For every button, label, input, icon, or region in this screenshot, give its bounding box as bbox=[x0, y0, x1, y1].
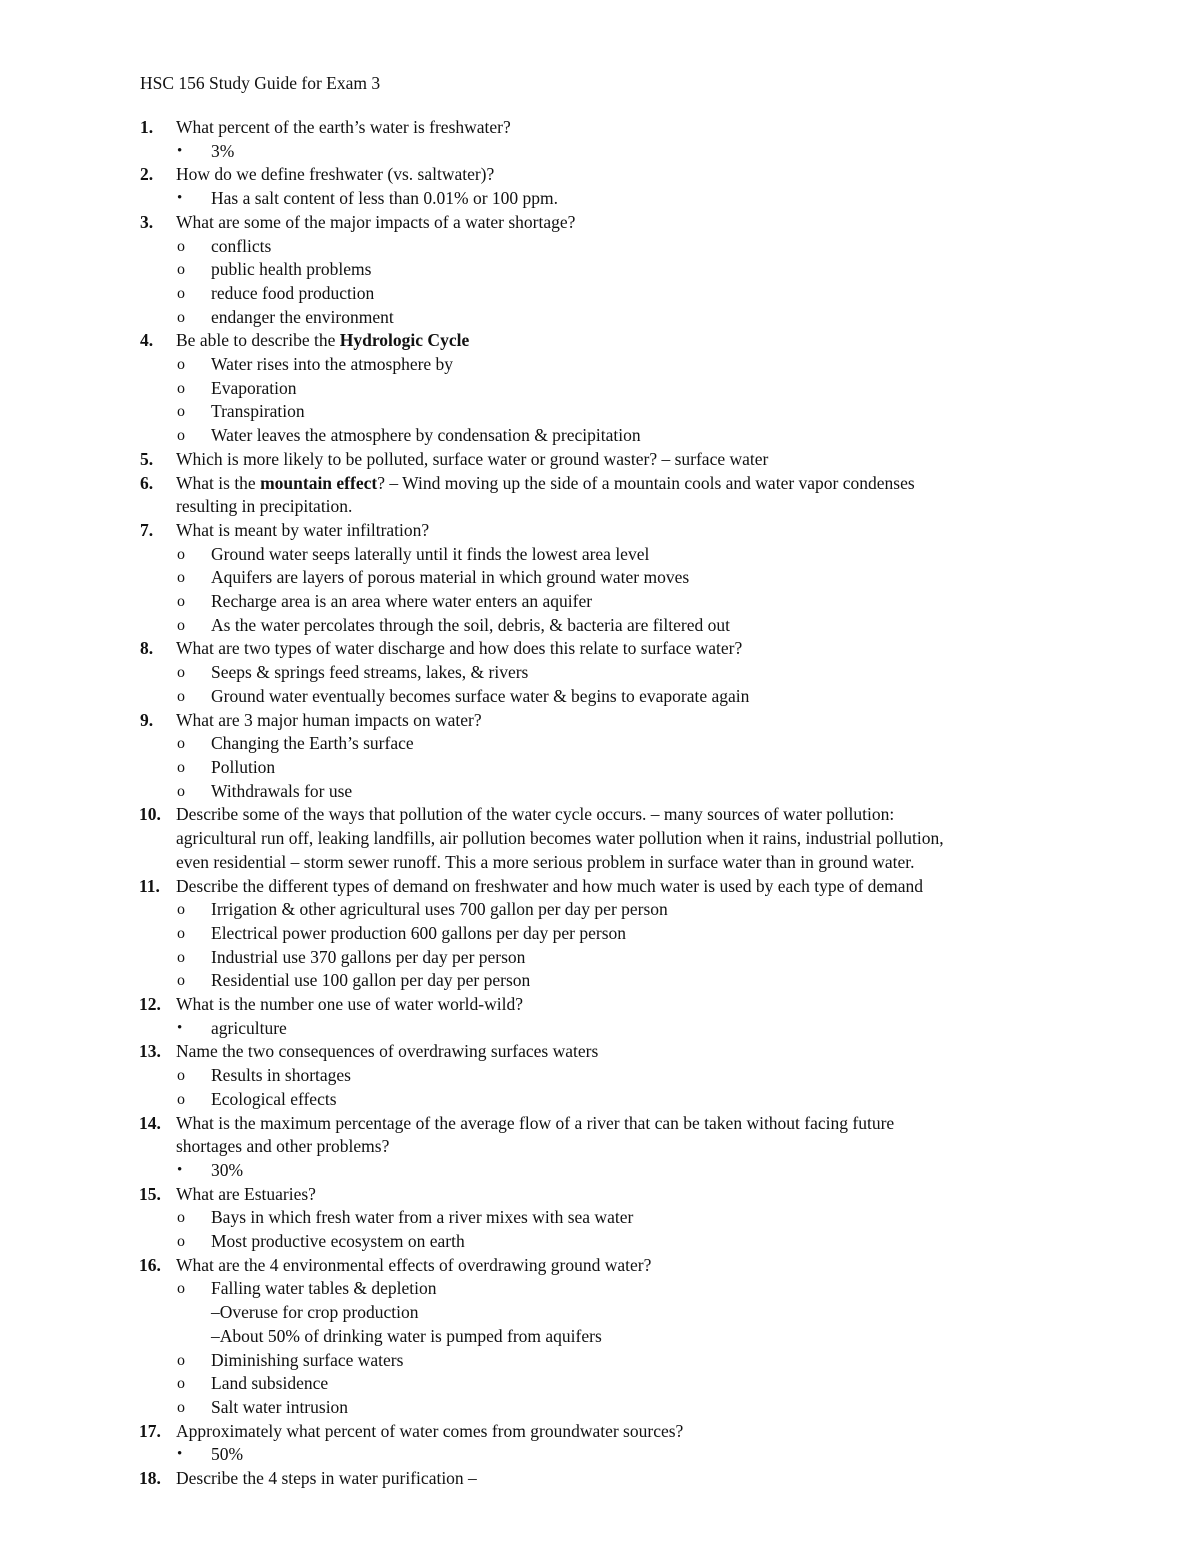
bullet-icon: • bbox=[177, 1446, 183, 1463]
question-number: 13. bbox=[139, 1041, 161, 1062]
circle-bullet-icon: o bbox=[177, 616, 185, 634]
answer-item bbox=[140, 732, 1045, 756]
answer-text: As the water percolates through the soil, debris, & bacteria are filtered out bbox=[211, 614, 730, 635]
question-text: Describe some of the ways that pollution of the water cycle occurs. – many sources of water pollution: bbox=[176, 804, 895, 825]
bullet-icon: • bbox=[177, 142, 183, 159]
answer-text: Salt water intrusion bbox=[211, 1396, 349, 1417]
circle-bullet-icon: o bbox=[177, 948, 185, 966]
answer-item bbox=[140, 377, 1045, 401]
answer-item bbox=[140, 1277, 1045, 1301]
circle-bullet-icon: o bbox=[177, 1090, 185, 1108]
answer-item bbox=[140, 1064, 1045, 1088]
question-text: How do we define freshwater (vs. saltwater)? bbox=[176, 164, 495, 185]
answer-text: Ground water seeps laterally until it finds the lowest area level bbox=[211, 543, 650, 564]
question-number: 18. bbox=[139, 1468, 161, 1489]
answer-item bbox=[140, 1301, 1045, 1325]
question-item bbox=[140, 1112, 1045, 1136]
answer-item bbox=[140, 140, 1045, 164]
answer-item bbox=[140, 898, 1045, 922]
question-text: Approximately what percent of water comes from groundwater sources? bbox=[176, 1420, 684, 1441]
bullet-icon: • bbox=[177, 190, 183, 207]
question-text-wrap: resulting in precipitation. bbox=[176, 496, 353, 517]
question-text: Describe the 4 steps in water purification – bbox=[176, 1468, 477, 1489]
answer-text: –Overuse for crop production bbox=[211, 1302, 419, 1323]
answer-item bbox=[140, 1230, 1045, 1254]
answer-item bbox=[140, 235, 1045, 259]
document-title: HSC 156 Study Guide for Exam 3 bbox=[140, 73, 381, 93]
answer-text: endanger the environment bbox=[211, 306, 394, 327]
question-number: 7. bbox=[140, 519, 154, 540]
circle-bullet-icon: o bbox=[177, 237, 185, 255]
circle-bullet-icon: o bbox=[177, 308, 185, 326]
answer-item bbox=[140, 780, 1045, 804]
question-item bbox=[140, 211, 1045, 235]
answer-item bbox=[140, 661, 1045, 685]
answer-text: –About 50% of drinking water is pumped from aquifers bbox=[211, 1325, 602, 1346]
question-number: 3. bbox=[140, 211, 154, 232]
answer-text: Bays in which fresh water from a river mixes with sea water bbox=[211, 1207, 634, 1228]
question-bold-term: Hydrologic Cycle bbox=[339, 330, 470, 351]
question-number: 8. bbox=[140, 638, 154, 659]
answer-text: public health problems bbox=[211, 259, 372, 280]
question-item bbox=[140, 1420, 1045, 1444]
circle-bullet-icon: o bbox=[177, 284, 185, 302]
question-text: What is the number one use of water world-wild? bbox=[176, 994, 523, 1015]
question-text: What is the bbox=[176, 472, 261, 493]
answer-item bbox=[140, 946, 1045, 970]
answer-text: agriculture bbox=[211, 1017, 287, 1038]
circle-bullet-icon: o bbox=[177, 593, 185, 611]
answer-text: Evaporation bbox=[211, 377, 297, 398]
question-item bbox=[140, 875, 1045, 899]
question-number: 4. bbox=[140, 330, 154, 351]
bullet-icon: • bbox=[177, 1019, 183, 1036]
circle-bullet-icon: o bbox=[177, 403, 185, 421]
answer-item bbox=[140, 1325, 1045, 1349]
question-item bbox=[140, 519, 1045, 543]
question-number: 1. bbox=[140, 117, 154, 137]
question-text: Be able to describe the bbox=[176, 330, 340, 351]
answer-text: conflicts bbox=[211, 235, 272, 256]
answer-text: Ecological effects bbox=[211, 1088, 337, 1109]
question-number: 10. bbox=[139, 804, 161, 825]
answer-item bbox=[140, 258, 1045, 282]
circle-bullet-icon: o bbox=[177, 924, 185, 942]
question-text: Name the two consequences of overdrawing surfaces waters bbox=[176, 1041, 599, 1062]
answer-item bbox=[140, 400, 1045, 424]
answer-item bbox=[140, 424, 1045, 448]
question-text: What is meant by water infiltration? bbox=[176, 519, 430, 540]
question-item bbox=[140, 448, 1045, 472]
answer-item bbox=[140, 756, 1045, 780]
question-text: What are the 4 environmental effects of overdrawing ground water? bbox=[176, 1254, 652, 1275]
answer-text: Pollution bbox=[211, 756, 276, 777]
circle-bullet-icon: o bbox=[177, 1375, 185, 1393]
question-number: 11. bbox=[139, 875, 160, 896]
question-text-wrap: even residential – storm sewer runoff. This a more serious problem in surface water than in ground water. bbox=[176, 851, 915, 872]
question-text: What are Estuaries? bbox=[176, 1183, 316, 1204]
question-item bbox=[140, 803, 1045, 827]
question-list bbox=[140, 116, 1045, 1491]
circle-bullet-icon: o bbox=[177, 664, 185, 682]
question-text: What percent of the earth’s water is freshwater? bbox=[176, 117, 511, 137]
answer-text: Water rises into the atmosphere by bbox=[211, 354, 454, 375]
question-item bbox=[140, 1467, 1045, 1491]
answer-text: Withdrawals for use bbox=[211, 780, 353, 801]
question-text: What are two types of water discharge and how does this relate to surface water? bbox=[176, 638, 743, 659]
question-number: 15. bbox=[139, 1183, 161, 1204]
answer-text: Falling water tables & depletion bbox=[211, 1278, 437, 1299]
answer-item bbox=[140, 1396, 1045, 1420]
question-item bbox=[140, 116, 1045, 140]
question-text: What is the maximum percentage of the average flow of a river that can be taken without facing future bbox=[176, 1112, 895, 1133]
answer-text: Changing the Earth’s surface bbox=[211, 733, 414, 754]
circle-bullet-icon: o bbox=[177, 735, 185, 753]
answer-text: Irrigation & other agricultural uses 700 gallon per day per person bbox=[211, 899, 668, 920]
answer-item bbox=[140, 1372, 1045, 1396]
answer-item bbox=[140, 282, 1045, 306]
answer-text: 30% bbox=[211, 1159, 244, 1180]
question-item bbox=[140, 1040, 1045, 1064]
question-bold-term: mountain effect bbox=[260, 472, 378, 493]
circle-bullet-icon: o bbox=[177, 1351, 185, 1369]
question-text: What are some of the major impacts of a water shortage? bbox=[176, 211, 576, 232]
question-number: 2. bbox=[140, 164, 154, 185]
question-text-wrap: shortages and other problems? bbox=[176, 1136, 390, 1157]
question-number: 14. bbox=[139, 1112, 161, 1133]
answer-item bbox=[140, 590, 1045, 614]
circle-bullet-icon: o bbox=[177, 545, 185, 563]
answer-item bbox=[140, 353, 1045, 377]
question-text: What are 3 major human impacts on water? bbox=[176, 709, 482, 730]
answer-item bbox=[140, 306, 1045, 330]
answer-text: Residential use 100 gallon per day per person bbox=[211, 970, 531, 991]
answer-text: Land subsidence bbox=[211, 1373, 329, 1394]
answer-text: Electrical power production 600 gallons per day per person bbox=[211, 922, 627, 943]
circle-bullet-icon: o bbox=[177, 356, 185, 374]
question-item bbox=[140, 709, 1045, 733]
circle-bullet-icon: o bbox=[177, 972, 185, 990]
question-number: 16. bbox=[139, 1254, 161, 1275]
question-number: 5. bbox=[140, 448, 154, 469]
question-number: 9. bbox=[140, 709, 154, 730]
question-item bbox=[140, 993, 1045, 1017]
answer-text: Has a salt content of less than 0.01% or 100 ppm. bbox=[211, 188, 559, 209]
answer-item bbox=[140, 566, 1045, 590]
answer-text: 50% bbox=[211, 1444, 244, 1465]
answer-item bbox=[140, 685, 1045, 709]
question-item bbox=[140, 329, 1045, 353]
question-item bbox=[140, 163, 1045, 187]
answer-text: Water leaves the atmosphere by condensation & precipitation bbox=[211, 425, 641, 446]
answer-text: Recharge area is an area where water enters an aquifer bbox=[211, 591, 593, 612]
question-item bbox=[140, 1183, 1045, 1207]
question-text-continued: ? – Wind moving up the side of a mountain cools and water vapor condenses bbox=[377, 472, 915, 493]
answer-item bbox=[140, 614, 1045, 638]
answer-item bbox=[140, 1017, 1045, 1041]
answer-text: Diminishing surface waters bbox=[211, 1349, 404, 1370]
question-text-wrap: agricultural run off, leaking landfills, air pollution becomes water pollution when it rains, industrial pollution, bbox=[176, 828, 944, 849]
answer-text: reduce food production bbox=[211, 282, 375, 303]
circle-bullet-icon: o bbox=[177, 379, 185, 397]
answer-text: Aquifers are layers of porous material in which ground water moves bbox=[211, 567, 690, 588]
answer-text: Most productive ecosystem on earth bbox=[211, 1231, 465, 1252]
answer-item bbox=[140, 187, 1045, 211]
circle-bullet-icon: o bbox=[177, 901, 185, 919]
answer-text: 3% bbox=[211, 140, 235, 161]
answer-item bbox=[140, 543, 1045, 567]
circle-bullet-icon: o bbox=[177, 569, 185, 587]
answer-item bbox=[140, 1159, 1045, 1183]
circle-bullet-icon: o bbox=[177, 687, 185, 705]
question-item bbox=[140, 1254, 1045, 1278]
bullet-icon: • bbox=[177, 1161, 183, 1178]
circle-bullet-icon: o bbox=[177, 261, 185, 279]
answer-text: Ground water eventually becomes surface water & begins to evaporate again bbox=[211, 685, 750, 706]
answer-item bbox=[140, 969, 1045, 993]
answer-item bbox=[140, 1443, 1045, 1467]
circle-bullet-icon: o bbox=[177, 427, 185, 445]
question-number: 12. bbox=[139, 994, 161, 1015]
question-number: 17. bbox=[139, 1420, 161, 1441]
answer-item bbox=[140, 1088, 1045, 1112]
question-item bbox=[140, 637, 1045, 661]
answer-text: Seeps & springs feed streams, lakes, & rivers bbox=[211, 662, 529, 683]
circle-bullet-icon: o bbox=[177, 1067, 185, 1085]
question-text: Which is more likely to be polluted, surface water or ground waster? – surface water bbox=[176, 448, 769, 469]
answer-text: Transpiration bbox=[211, 401, 305, 422]
answer-text: Industrial use 370 gallons per day per person bbox=[211, 946, 526, 967]
circle-bullet-icon: o bbox=[177, 1233, 185, 1251]
circle-bullet-icon: o bbox=[177, 758, 185, 776]
circle-bullet-icon: o bbox=[177, 1280, 185, 1298]
answer-item bbox=[140, 922, 1045, 946]
circle-bullet-icon: o bbox=[177, 782, 185, 800]
circle-bullet-icon: o bbox=[177, 1209, 185, 1227]
question-number: 6. bbox=[140, 472, 154, 493]
circle-bullet-icon: o bbox=[177, 1398, 185, 1416]
answer-item bbox=[140, 1349, 1045, 1373]
answer-item bbox=[140, 1206, 1045, 1230]
answer-text: Results in shortages bbox=[211, 1065, 351, 1086]
question-item bbox=[140, 472, 1045, 496]
question-text: Describe the different types of demand on freshwater and how much water is used by each type of demand bbox=[176, 875, 924, 896]
